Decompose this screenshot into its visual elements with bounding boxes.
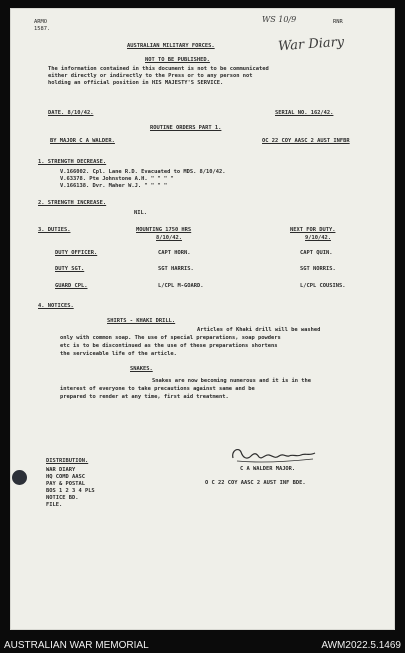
- distribution-item: HQ COMD AASC: [46, 474, 85, 480]
- top-left-code-1: ARMO: [34, 19, 47, 25]
- handwritten-signature: [229, 444, 319, 466]
- duty-mounting-2: SGT HARRIS.: [158, 266, 194, 272]
- duty-role-2: DUTY SGT.: [55, 266, 85, 272]
- order-date: DATE. 8/10/42.: [48, 110, 94, 116]
- section-4-heading: 4. NOTICES.: [38, 303, 74, 309]
- distribution-item: FILE.: [46, 502, 63, 508]
- footer-institution: AUSTRALIAN WAR MEMORIAL: [4, 640, 149, 651]
- duty-role-3: GUARD CPL.: [55, 283, 88, 289]
- shirts-line-4: the serviceable life of the article.: [60, 351, 177, 357]
- duty-mounting-1: CAPT HORN.: [158, 250, 191, 256]
- byline-left: BY MAJOR C A WALDER.: [50, 138, 115, 144]
- section-1-heading: 1. STRENGTH DECREASE.: [38, 159, 107, 165]
- duty-next-2: SGT NORRIS.: [300, 266, 336, 272]
- orders-title: ROUTINE ORDERS PART 1.: [150, 125, 222, 131]
- duties-col-mounting-date: 8/10/42.: [156, 235, 182, 241]
- duties-col-next-date: 9/10/42.: [305, 235, 331, 241]
- duty-next-3: L/CPL COUSINS.: [300, 283, 346, 289]
- distribution-item: WAR DIARY: [46, 467, 76, 473]
- signatory-name: C A WALDER MAJOR.: [240, 466, 296, 472]
- notice-line-1: The information contained in this document is not to be communicated: [48, 66, 269, 72]
- strength-row-3: V.166138. Dvr. Maher W.J. " " " ": [60, 183, 168, 189]
- restriction-line: NOT TO BE PUBLISHED.: [145, 57, 210, 63]
- duties-col-mounting: MOUNTING 1750 HRS: [136, 227, 192, 233]
- top-left-code-2: 1587.: [34, 26, 51, 32]
- distribution-item: BOS 1 2 3 4 PLS: [46, 488, 95, 494]
- shirts-line-3: etc is to be discontinued as the use of these preparations shortens: [60, 343, 278, 349]
- document-page: [10, 8, 395, 630]
- section-2-heading: 2. STRENGTH INCREASE.: [38, 200, 107, 206]
- shirts-line-1: Articles of Khaki drill will be washed: [197, 327, 321, 333]
- distribution-item: PAY & POSTAL: [46, 481, 85, 487]
- handwritten-ref: WS 10/9: [262, 15, 297, 24]
- notice-line-3: holding an official position in HIS MAJESTY'S SERVICE.: [48, 80, 224, 86]
- document-title: AUSTRALIAN MILITARY FORCES.: [127, 43, 215, 49]
- section-2-value: NIL.: [134, 210, 147, 216]
- duty-role-1: DUTY OFFICER.: [55, 250, 98, 256]
- strength-row-2: V.63378. Pte Johnstone A.H. " " " ": [60, 176, 174, 182]
- snakes-line-2: interest of everyone to take precautions against same and be: [60, 386, 255, 392]
- notice-line-2: either directly or indirectly to the Press or to any person not: [48, 73, 253, 79]
- shirts-line-2: only with common soap. The use of special preparations, soap powders: [60, 335, 281, 341]
- byline-right: OC 22 COY AASC 2 AUST INFBR: [262, 138, 350, 144]
- duty-mounting-3: L/CPL M-GOARD.: [158, 283, 204, 289]
- footer-accession-number: AWM2022.5.1469: [321, 640, 401, 651]
- top-right-code: RNR: [333, 19, 343, 25]
- strength-row-1: V.166002. Cpl. Lane R.D. Evacuated to MDS. 8/10/42.: [60, 169, 226, 175]
- section-3-heading: 3. DUTIES.: [38, 227, 71, 233]
- signatory-unit: O C 22 COY AASC 2 AUST INF BDE.: [205, 480, 306, 486]
- handwritten-war-diary: War Diary: [277, 34, 345, 55]
- snakes-line-1: Snakes are now becoming numerous and it is in the: [152, 378, 312, 384]
- distribution-heading: DISTRIBUTION.: [46, 458, 89, 464]
- snakes-line-3: prepared to render at any time, first aid treatment.: [60, 394, 229, 400]
- serial-number: SERIAL NO. 162/42.: [275, 110, 334, 116]
- distribution-item: NOTICE BD.: [46, 495, 79, 501]
- duty-next-1: CAPT QUIN.: [300, 250, 333, 256]
- punch-hole: [12, 470, 27, 485]
- duties-col-next: NEXT FOR DUTY.: [290, 227, 336, 233]
- snakes-heading: SNAKES.: [130, 366, 153, 372]
- shirts-heading: SHIRTS - KHAKI DRILL.: [107, 318, 176, 324]
